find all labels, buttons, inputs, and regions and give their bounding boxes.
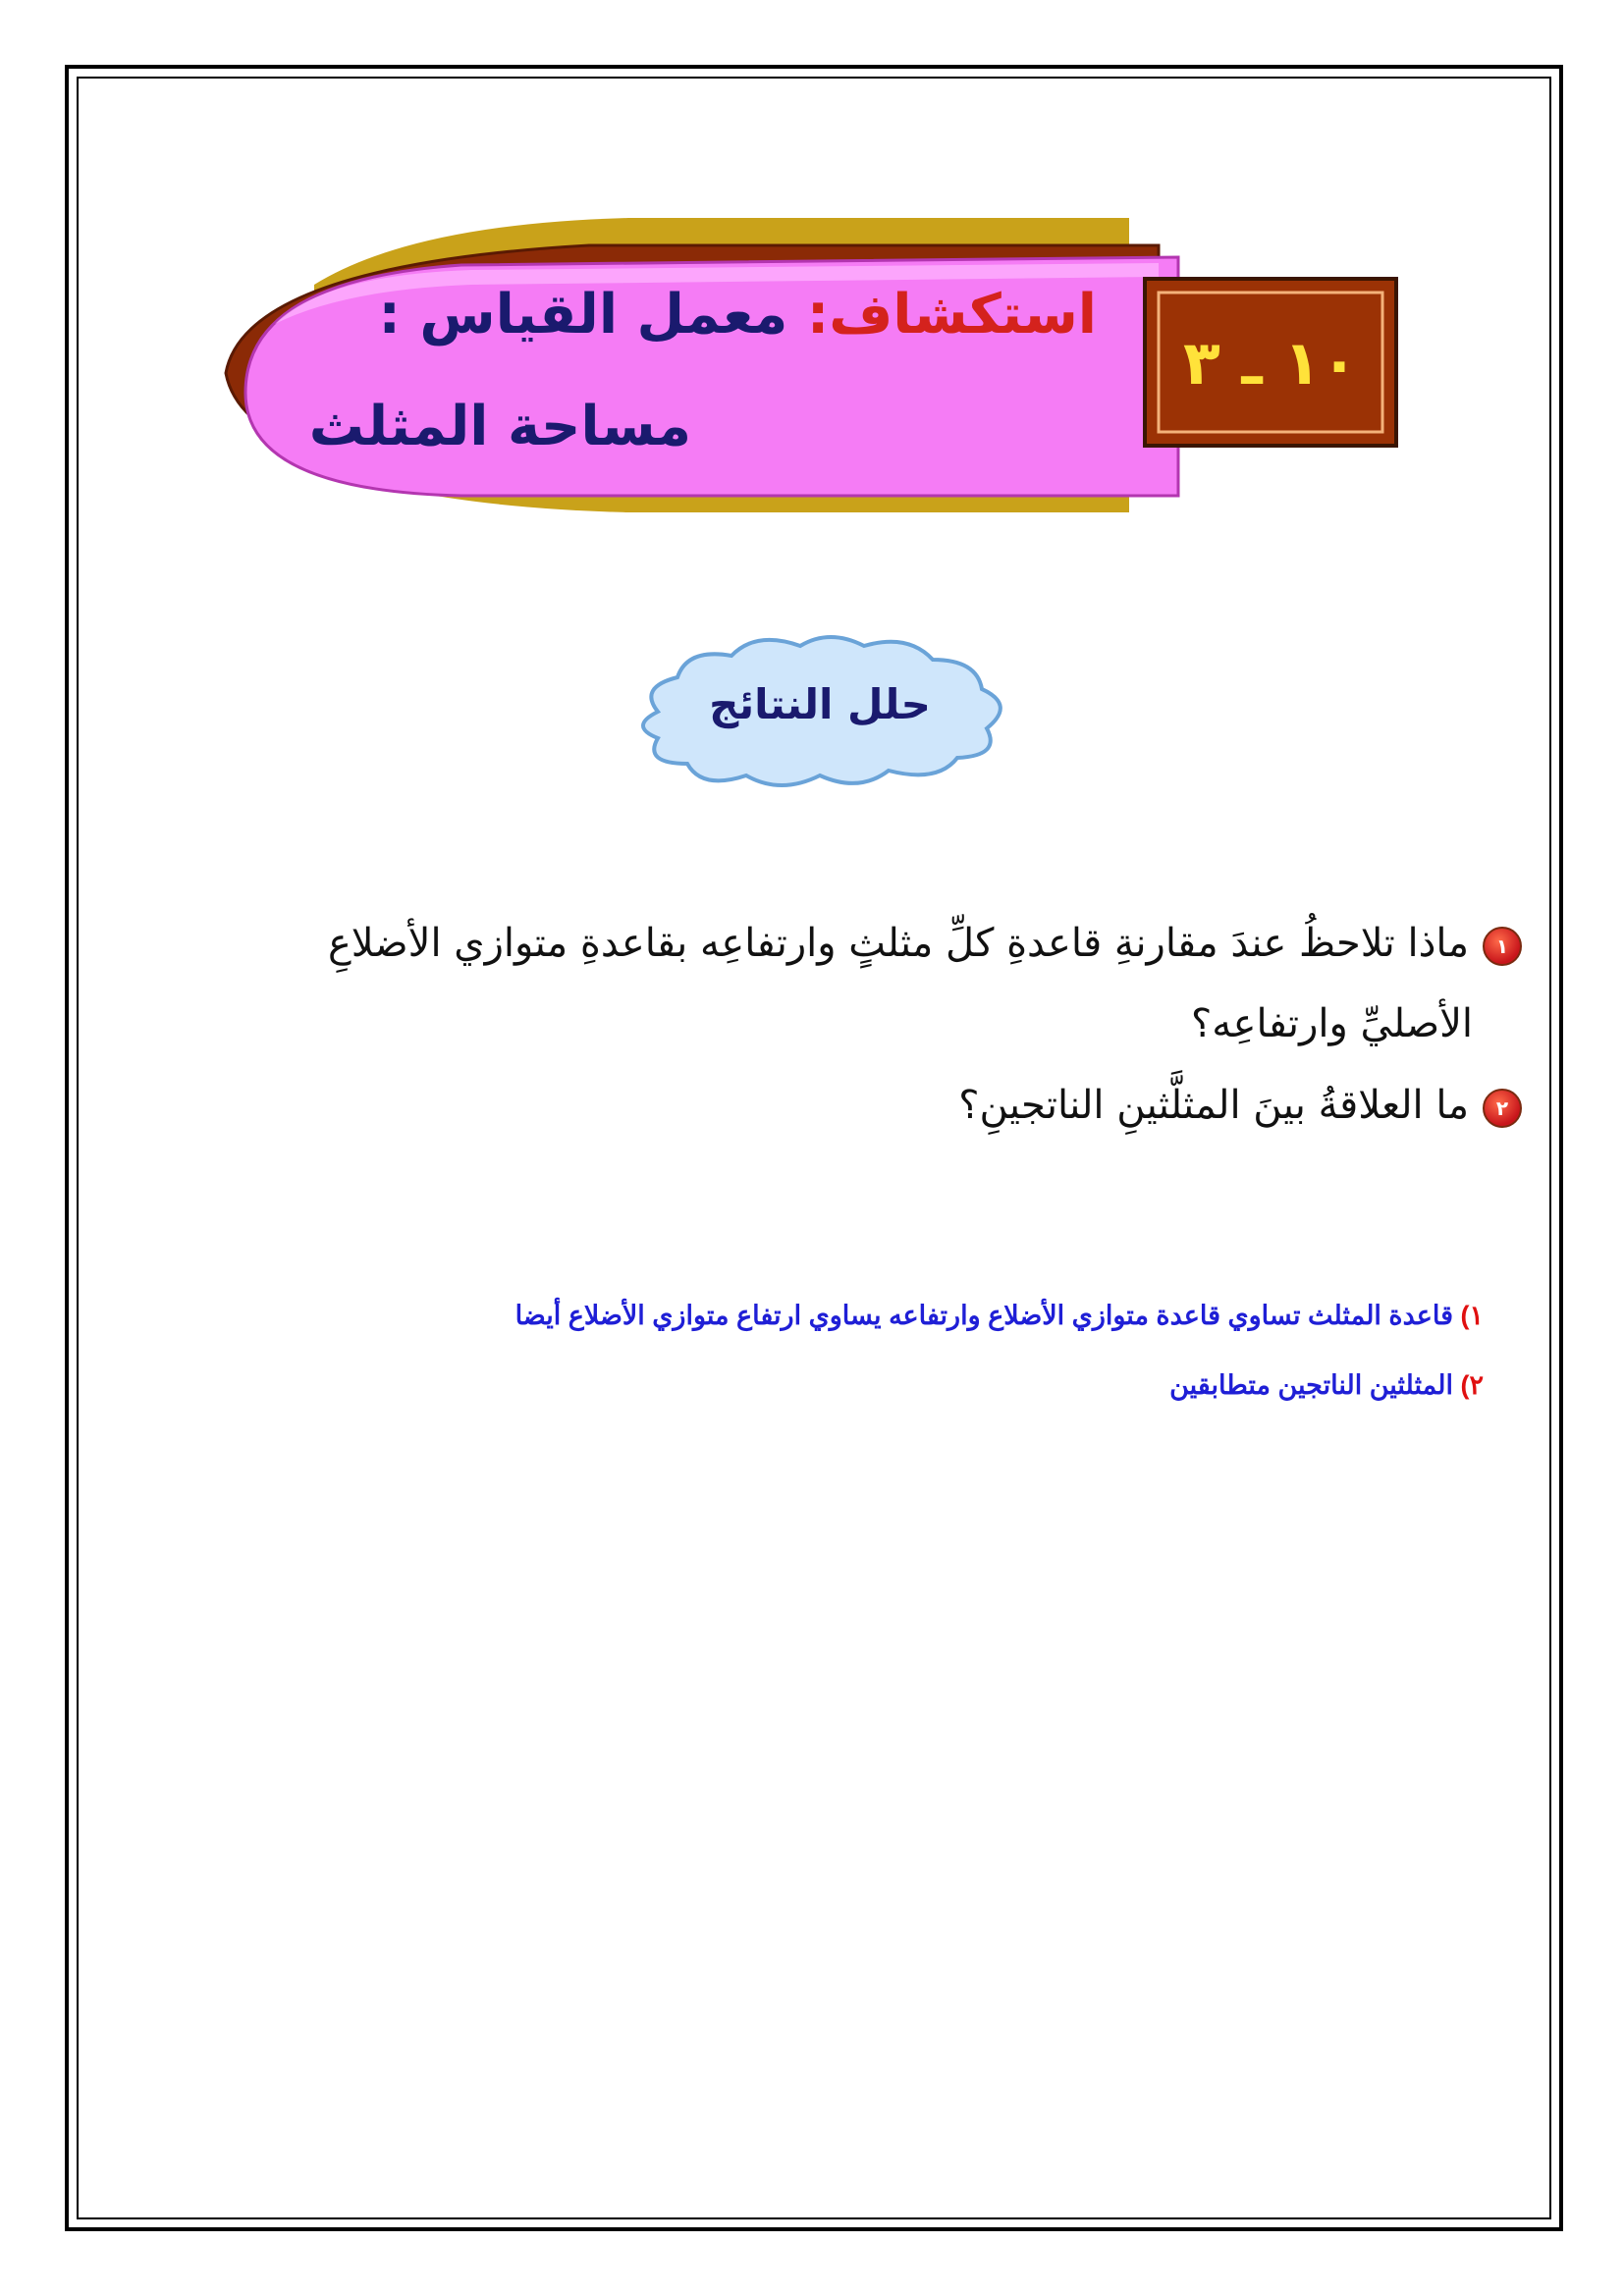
answer-2-text: المثلثين الناتجين متطابقين bbox=[1169, 1370, 1461, 1400]
title-accent: استكشاف: bbox=[806, 283, 1097, 347]
page-title bbox=[378, 283, 1097, 347]
page-subtitle: مساحة المثلث bbox=[308, 395, 691, 458]
answer-1-text: قاعدة المثلث تساوي قاعدة متوازي الأضلاع وارتفاعه يساوي ارتفاع متوازي الأضلاع أيضا bbox=[514, 1301, 1461, 1330]
lesson-number: ١٠ ـ ٣ bbox=[1183, 326, 1358, 399]
title-rest: معمل القياس : bbox=[378, 283, 807, 347]
answer-2 bbox=[1169, 1370, 1484, 1401]
question-1-marker: ١ bbox=[1483, 927, 1522, 966]
answer-1-number: ١) bbox=[1460, 1301, 1484, 1330]
question-2-marker: ٢ bbox=[1483, 1089, 1522, 1128]
question-1 bbox=[328, 921, 1522, 966]
question-2 bbox=[958, 1083, 1522, 1128]
answer-1 bbox=[515, 1301, 1484, 1331]
answer-2-number: ٢) bbox=[1460, 1370, 1484, 1400]
section-label: حلل النتائج bbox=[709, 679, 931, 728]
question-2-text: ما العلاقةُ بينَ المثلَّثينِ الناتجينِ؟ bbox=[958, 1083, 1469, 1128]
question-1-continuation: الأصليِّ وارتفاعِه؟ bbox=[1190, 1001, 1473, 1046]
question-1-text: ماذا تلاحظُ عندَ مقارنةِ قاعدةِ كلِّ مثلثٍ وارتفاعِه بقاعدةِ متوازي الأضلاعِ bbox=[327, 921, 1469, 966]
